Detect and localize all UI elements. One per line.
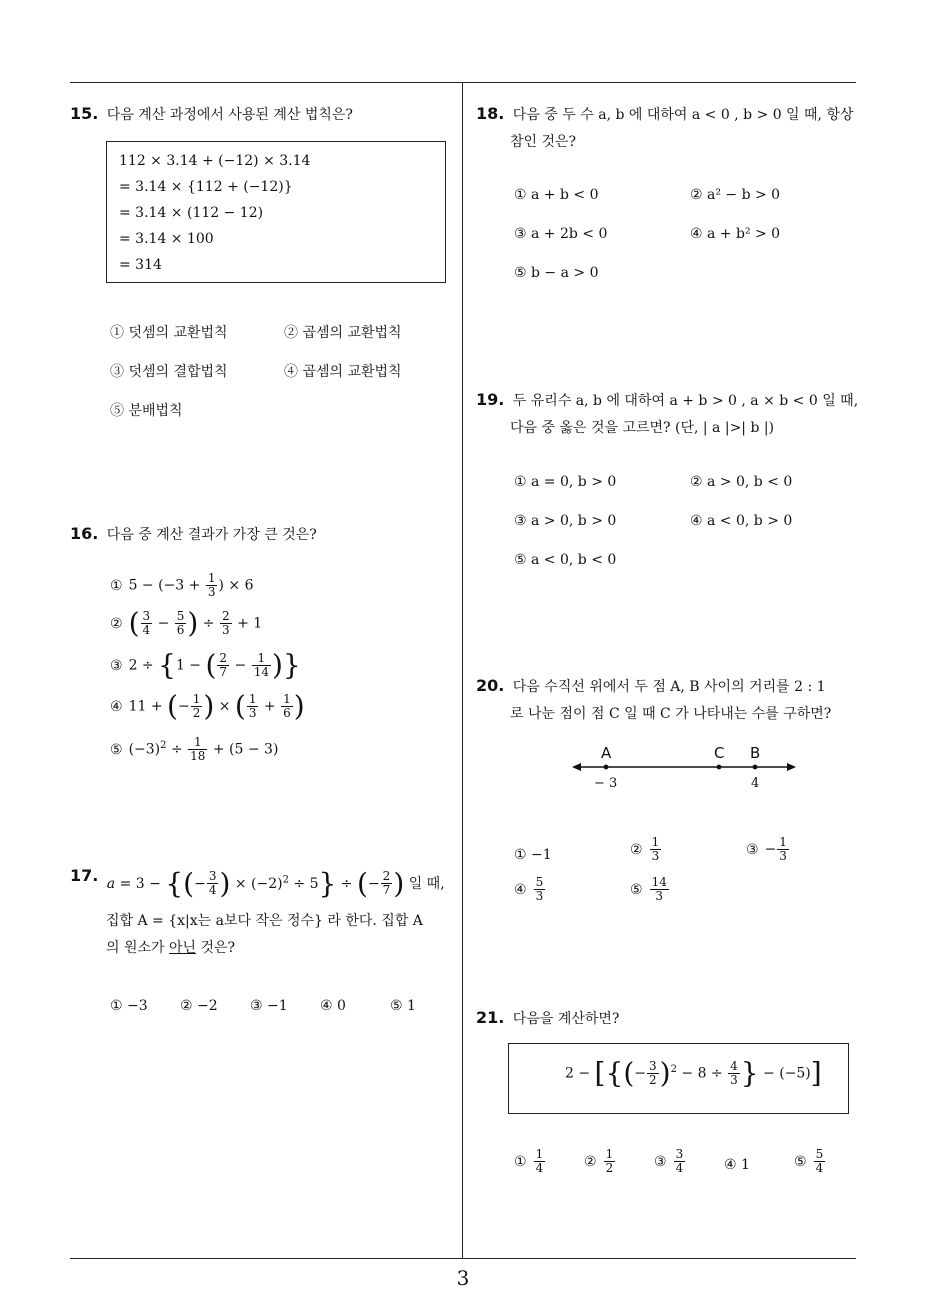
- expression-box: [508, 1043, 849, 1114]
- top-rule: [70, 82, 856, 83]
- option-5[interactable]: ⑤ b − a > 0: [514, 265, 599, 281]
- option-1[interactable]: ① −3: [110, 998, 148, 1014]
- option-4[interactable]: ④ 1: [724, 1157, 750, 1173]
- expression: 2 − [{(− $\frac{3}{2}$ )$^2$ − 8 ÷ $\frac{4}{3}$ } − (−5)]: [565, 1056, 822, 1090]
- option-2[interactable]: ② $\frac{1}{3}$: [630, 835, 660, 863]
- bottom-rule: [70, 1258, 856, 1259]
- option-1[interactable]: ① 5 − (−3 + $\frac{1}{3}$ ) × 6: [110, 571, 254, 599]
- option-3[interactable]: ③ − $\frac{1}{3}$: [746, 835, 787, 863]
- calc-line: = 3.14 × (112 − 12): [119, 205, 264, 221]
- option-5[interactable]: ⑤ 1: [390, 998, 416, 1014]
- calc-line: 112 × 3.14 + (−12) × 3.14: [119, 153, 311, 169]
- option-5[interactable]: ⑤ a < 0, b < 0: [514, 552, 617, 568]
- option-3[interactable]: ③ 2 ÷ {1 − ( $\frac{2}{7}$ − $\frac{1}{14}$ )}: [110, 648, 301, 682]
- option-2[interactable]: ② 곱셈의 교환법칙: [284, 325, 402, 341]
- calculation-box: [106, 141, 446, 283]
- option-5[interactable]: ⑤ $\frac{14}{3}$: [630, 875, 667, 903]
- question-17: [70, 862, 460, 900]
- question-number: 21.: [476, 1008, 505, 1027]
- formula-tail: 일 때,: [408, 875, 445, 892]
- question-21: [476, 1004, 619, 1033]
- option-5[interactable]: ⑤ 분배법칙: [110, 403, 183, 419]
- option-1[interactable]: ① a + b < 0: [514, 187, 599, 203]
- question-text: 두 유리수 a, b 에 대하여 a + b > 0 , a × b < 0 일 때,: [512, 393, 859, 409]
- option-1[interactable]: ① −1: [514, 847, 552, 863]
- question-18: [476, 100, 860, 156]
- option-4[interactable]: ④ a + b² > 0: [690, 226, 781, 242]
- page-number: 3: [456, 1266, 470, 1290]
- question-text-2: 의 원소가 아닌 것은?: [106, 940, 236, 956]
- option-4[interactable]: ④ 0: [320, 998, 346, 1014]
- option-3[interactable]: ③ a > 0, b > 0: [514, 513, 617, 529]
- option-2[interactable]: ② a > 0, b < 0: [690, 474, 793, 490]
- option-4[interactable]: ④ a < 0, b > 0: [690, 513, 793, 529]
- question-number: 17.: [70, 866, 99, 885]
- underlined-word: 아닌: [169, 940, 197, 956]
- point-label-c: C: [714, 744, 725, 762]
- option-2[interactable]: ② −2: [180, 998, 218, 1014]
- point-label-a: A: [601, 744, 612, 762]
- question-20: [476, 672, 860, 728]
- question-text: 다음 수직선 위에서 두 점 A, B 사이의 거리를 2 : 1: [512, 679, 826, 695]
- option-4[interactable]: ④ $\frac{5}{3}$: [514, 875, 544, 903]
- option-1[interactable]: ① $\frac{1}{4}$: [514, 1147, 544, 1175]
- question-text-2: 참인 것은?: [510, 134, 577, 150]
- question-text: 다음 중 계산 결과가 가장 큰 것은?: [106, 527, 317, 543]
- option-3[interactable]: ③ −1: [250, 998, 288, 1014]
- calc-line: = 3.14 × {112 + (−12)}: [119, 179, 293, 195]
- question-text-2: 로 나눈 점이 점 C 일 때 C 가 나타내는 수를 구하면?: [510, 706, 832, 722]
- formula: a = 3 − {(− $\frac{3}{4}$ ) × $(-2)^2 \div 5$} ÷ (− $\frac{2}{7}$ ) 일 때,: [106, 866, 445, 900]
- option-2[interactable]: ② ( $\frac{3}{4}$ − $\frac{5}{6}$ ) ÷ $\frac{2}{3}$ + 1: [110, 606, 263, 640]
- option-5[interactable]: ⑤ $(-3)^2$ ÷ $\frac{1}{18}$ + (5 − 3): [110, 735, 279, 763]
- question-17-body: [106, 908, 458, 962]
- question-text: 다음을 계산하면?: [512, 1011, 620, 1027]
- question-number: 16.: [70, 524, 99, 543]
- question-text: 집합 A = {x|x는 a보다 작은 정수} 라 한다. 집합 A: [106, 913, 423, 929]
- question-text-2: 다음 중 옳은 것을 고르면? (단, | a |>| b |): [510, 420, 775, 436]
- option-4[interactable]: ④ 11 + (− $\frac{1}{2}$ ) × ( $\frac{1}{3}$ + $\frac{1}{6}$ ): [110, 689, 305, 723]
- point-label-b: B: [750, 744, 761, 762]
- option-2[interactable]: ② a² − b > 0: [690, 187, 781, 203]
- option-1[interactable]: ① 덧셈의 교환법칙: [110, 325, 228, 341]
- calc-line: = 314: [119, 257, 162, 273]
- question-number: 15.: [70, 104, 99, 123]
- option-3[interactable]: ③ 덧셈의 결합법칙: [110, 364, 228, 380]
- option-3[interactable]: ③ $\frac{3}{4}$: [654, 1147, 684, 1175]
- column-divider: [462, 82, 463, 1258]
- point-value-b: 4: [751, 776, 760, 791]
- option-2[interactable]: ② $\frac{1}{2}$: [584, 1147, 614, 1175]
- option-4[interactable]: ④ 곱셈의 교환법칙: [284, 364, 402, 380]
- option-5[interactable]: ⑤ $\frac{5}{4}$: [794, 1147, 824, 1175]
- calc-line: = 3.14 × 100: [119, 231, 214, 247]
- question-number: 20.: [476, 676, 505, 695]
- question-16: [70, 520, 317, 549]
- question-text: 다음 중 두 수 a, b 에 대하여 a < 0 , b > 0 일 때, 항상: [512, 107, 854, 123]
- question-15: [70, 100, 353, 129]
- question-text: 다음 계산 과정에서 사용된 계산 법칙은?: [106, 107, 353, 123]
- point-value-a: − 3: [594, 776, 618, 791]
- question-19: [476, 386, 860, 442]
- option-3[interactable]: ③ a + 2b < 0: [514, 226, 608, 242]
- option-1[interactable]: ① a = 0, b > 0: [514, 474, 617, 490]
- question-number: 19.: [476, 390, 505, 409]
- question-number: 18.: [476, 104, 505, 123]
